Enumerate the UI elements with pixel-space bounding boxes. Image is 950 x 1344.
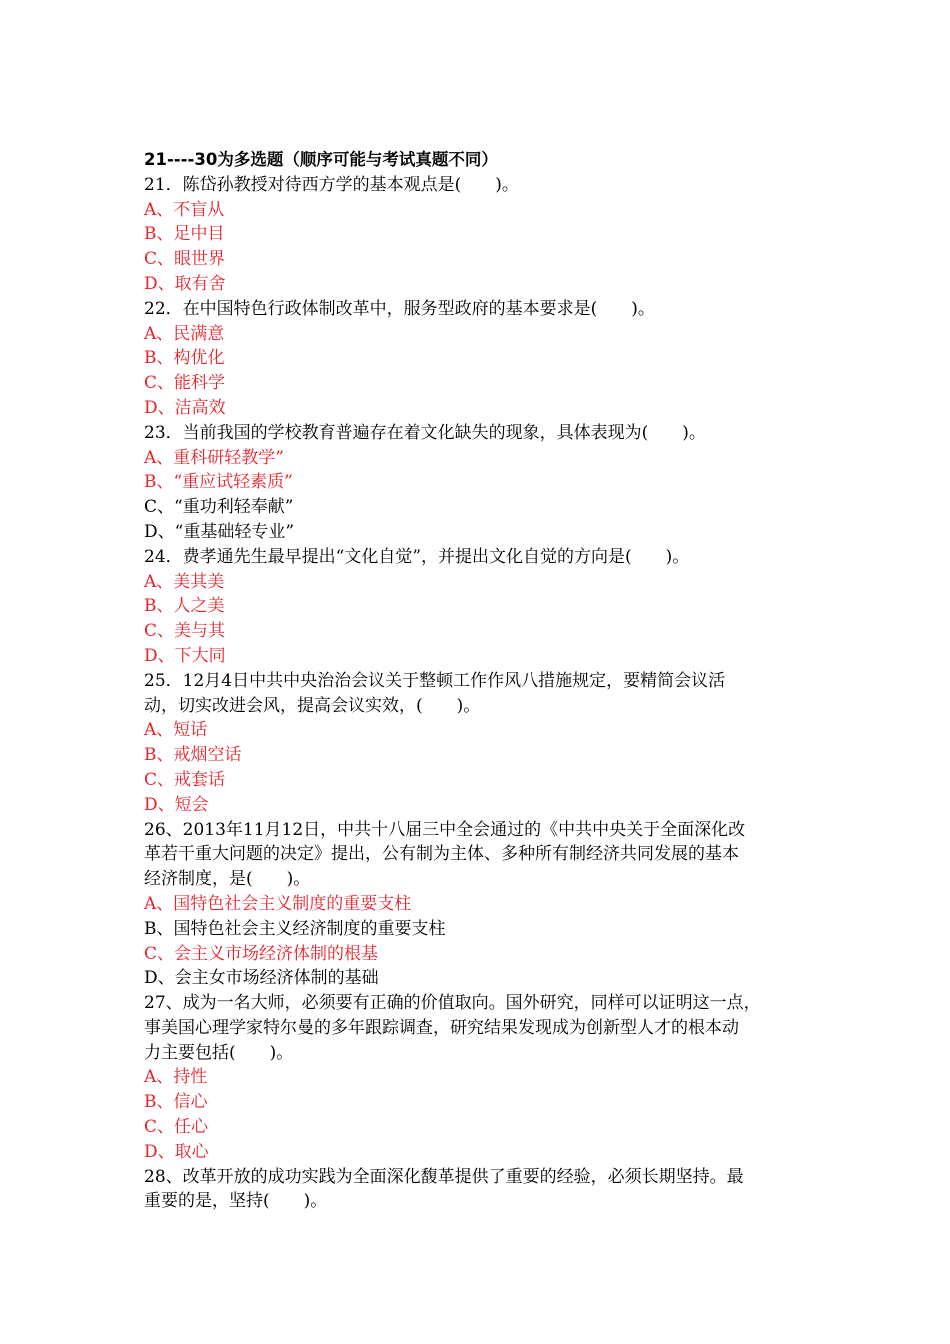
question-text-line: 23．当前我国的学校教育普遍存在着文化缺失的现象，具体表现为( )。: [144, 422, 706, 443]
answer-option: B、国特色社会主义经济制度的重要支柱: [144, 918, 446, 939]
answer-option: D、取有舍: [144, 273, 226, 294]
answer-option: C、戒套话: [144, 769, 226, 790]
question-text-line: 27、成为一名大师，必须要有正确的价值取向。国外研究，同样可以证明这一点，: [144, 993, 761, 1014]
answer-option: A、美其美: [144, 571, 225, 592]
answer-option: D、会主女市场经济体制的基础: [144, 968, 379, 989]
question-25: [144, 669, 812, 818]
question-text-line: 动，切实改进会风，提高会议实效，( )。: [144, 695, 481, 716]
question-list: [144, 173, 812, 1214]
answer-option: D、短会: [144, 794, 209, 815]
answer-option: A、短话: [144, 720, 208, 741]
question-text-line: 经济制度，是( )。: [144, 869, 311, 890]
question-23: [144, 421, 812, 545]
question-text-line: 革若干重大问题的决定》提出，公有制为主体、多种所有制经济共同发展的基本: [144, 844, 739, 865]
answer-option: B、“重应试轻素质”: [144, 472, 293, 493]
question-text-line: 26、2013年11月12日，中共十八届三中全会通过的《中共中央关于全面深化改: [144, 819, 746, 840]
question-text-line: 21．陈岱孙教授对待西方学的基本观点是( )。: [144, 174, 519, 195]
answer-option: A、持性: [144, 1067, 208, 1088]
question-27: [144, 991, 812, 1165]
answer-option: C、眼世界: [144, 249, 226, 270]
answer-option: D、洁高效: [144, 397, 226, 418]
answer-option: C、能科学: [144, 373, 226, 394]
question-text-line: 28、改革开放的成功实践为全面深化馥革提供了重要的经验，必须长期坚持。最: [144, 1166, 744, 1187]
answer-option: C、美与其: [144, 621, 226, 642]
question-text-line: 25．12月4日中共中央治治会议关于整顿工作作风八措施规定，要精简会议活: [144, 670, 726, 691]
question-24: [144, 545, 812, 669]
answer-option: A、不盲从: [144, 199, 225, 220]
question-21: [144, 173, 812, 297]
answer-option: A、重科研轻教学”: [144, 447, 284, 468]
question-28: [144, 1165, 812, 1215]
answer-option: B、构优化: [144, 348, 225, 369]
answer-option: A、民满意: [144, 323, 225, 344]
question-26: [144, 818, 812, 992]
question-text-line: 24．费孝通先生最早提出“文化自觉”，并提出文化自觉的方向是( )。: [144, 546, 690, 567]
question-text-line: 力主要包括( )。: [144, 1042, 294, 1063]
answer-option: A、国特色社会主义制度的重要支柱: [144, 893, 412, 914]
question-22: [144, 297, 812, 421]
answer-option: D、取心: [144, 1141, 209, 1162]
question-text-line: 重要的是，坚持( )。: [144, 1191, 328, 1212]
answer-option: D、“重基础轻专业”: [144, 521, 295, 542]
answer-option: C、“重功利轻奉献”: [144, 497, 294, 518]
question-text-line: 事美国心理学家特尔曼的多年跟踪调查，研究结果发现成为创新型人才的根本动: [144, 1017, 739, 1038]
answer-option: C、任心: [144, 1117, 209, 1138]
answer-option: C、会主义市场经济体制的根基: [144, 943, 379, 964]
answer-option: D、下大同: [144, 645, 226, 666]
question-text-line: 22．在中国特色行政体制改革中，服务型政府的基本要求是( )。: [144, 298, 655, 319]
document-page: [144, 148, 812, 1214]
answer-option: B、戒烟空话: [144, 745, 242, 766]
answer-option: B、人之美: [144, 596, 225, 617]
answer-option: B、足中目: [144, 224, 225, 245]
section-heading: 21----30为多选题（顺序可能与考试真题不同）: [144, 150, 498, 169]
answer-option: B、信心: [144, 1092, 208, 1113]
